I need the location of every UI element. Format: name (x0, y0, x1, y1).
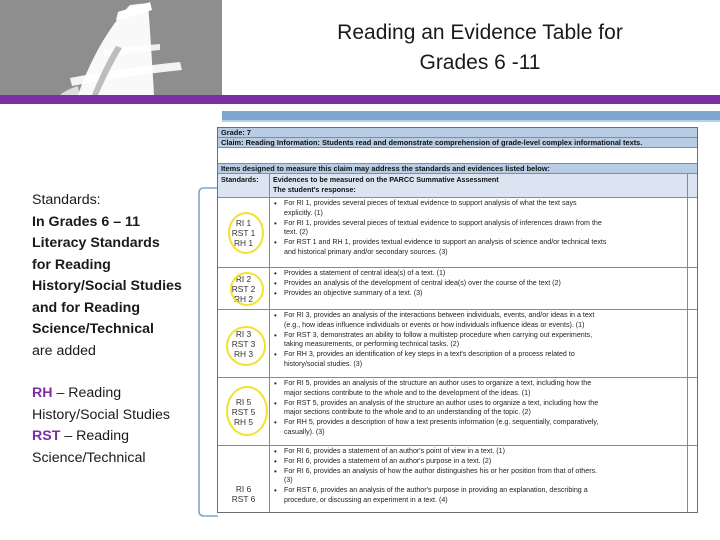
evidence-bullet (284, 199, 687, 219)
evidence-bullet (284, 350, 687, 370)
evidence-text: major sections contribute to the whole and to an understanding of the topic. (2) (284, 408, 531, 417)
table-grade: Grade: 7 (218, 128, 697, 138)
evidence-bullet (284, 311, 687, 331)
evidence-text: explicitly. (1) (284, 208, 323, 217)
evidence-cell (270, 198, 688, 267)
evidence-text: • For RI 1, provides several pieces of textual evidence to support analysis of what the text says (284, 199, 577, 207)
standard-code: RI 1 (235, 218, 252, 228)
highlight-circle (226, 326, 266, 366)
standards-line: Science/Technical (32, 321, 154, 337)
rst-term: RST (32, 428, 61, 444)
brush-a-logo-icon (0, 0, 222, 95)
table-row (218, 198, 697, 268)
standards-line: In Grades 6 – 11 (32, 213, 141, 230)
standards-line: Standards: (32, 192, 101, 208)
table-row (218, 268, 697, 310)
highlight-circle (226, 386, 268, 436)
slide-title-line-2: Grades 6 -11 (419, 51, 541, 74)
slide-title-line-1: Reading an Evidence Table for (337, 21, 623, 44)
standards-line: and for Reading (32, 299, 140, 316)
blue-accent-line (222, 120, 720, 122)
evidence-text: • Provides a statement of central idea(s) of a text. (1) (284, 269, 446, 277)
evidence-bullet (284, 331, 687, 351)
standards-explanation (32, 190, 204, 469)
column-header-evidence: Evidences to be measured on the PARCC Summative Assessment The student's response: (270, 174, 688, 198)
evidence-text: • For RH 5, provides a description of how a text presents information (e.g. sequentially, comparatively, (284, 418, 599, 427)
evidence-bullet (284, 486, 687, 506)
table-spacer-row (218, 148, 697, 164)
standards-cell (218, 446, 270, 513)
standard-code: RST 5 (231, 407, 256, 417)
evidence-text: casually). (3) (284, 427, 325, 436)
evidence-text: • For RST 6, provides an analysis of the author's purpose in providing an explanation, describing a (284, 486, 588, 495)
evidence-cell (270, 310, 688, 377)
abbreviation-key (32, 383, 204, 469)
table-row (218, 378, 697, 446)
evidence-bullet (284, 289, 687, 299)
evidence-text: history/social studies. (3) (284, 359, 363, 368)
evidence-text: • For RST 1 and RH 1, provides textual evidence to support an analysis of science and/or technical texts (284, 238, 607, 247)
evidence-text: • Provides an objective summary of a text. (3) (284, 288, 423, 297)
evidence-text: • For RI 6, provides an analysis of how the author distinguishes his or her position from that of others. (284, 466, 598, 475)
evidence-text: • For RST 3, demonstrates an ability to follow a multistep procedure when carrying out experiments, (284, 330, 593, 339)
rh-term: RH (32, 385, 53, 401)
standard-code: RH 1 (233, 238, 254, 248)
table-claim: Claim: Reading Information: Students read and demonstrate comprehension of grade-level complex informational texts. (218, 138, 697, 148)
standards-line: Literacy Standards (32, 235, 160, 251)
slide-title (240, 18, 720, 78)
standard-code: RST 1 (231, 228, 256, 238)
standard-code: RI 2 (235, 274, 252, 284)
evidence-bullet (284, 219, 687, 239)
standard-code: RST 6 (231, 494, 256, 504)
standards-line: for Reading (32, 256, 111, 273)
evidence-bullet (284, 457, 687, 467)
column-header-standards: Standards: (218, 174, 270, 198)
highlight-circle (230, 272, 264, 306)
evidence-bullet (284, 467, 687, 487)
table-items-header: Items designed to measure this claim may address the standards and evidences listed below: (218, 164, 697, 174)
rst-key-line-2: Science/Technical (32, 449, 146, 466)
rh-key-line-1: RH – Reading (32, 385, 122, 401)
rh-key-line-2: History/Social Studies (32, 406, 170, 423)
logo (0, 0, 222, 95)
evidence-text: procedure, or discussing an experiment in a text. (4) (284, 495, 448, 504)
evidence-text: • For RI 5, provides an analysis of the structure an author uses to organize a text, including how the (284, 379, 592, 387)
blue-accent-band (222, 111, 720, 120)
evidence-cell (270, 268, 688, 309)
standards-line: are added (32, 342, 96, 359)
standard-code: RST 2 (231, 284, 256, 294)
standard-code: RI 6 (235, 484, 252, 494)
evidence-bullet (284, 269, 687, 279)
evidence-text: and historical primary and/or secondary sources. (3) (284, 247, 448, 256)
evidence-cell (270, 378, 688, 445)
purple-divider-band (0, 95, 720, 104)
evidence-text: • For RH 3, provides an identification of key steps in a text's description of a process related to (284, 350, 575, 359)
evidence-text: • For RI 6, provides a statement of an author's point of view in a text. (1) (284, 447, 505, 455)
evidence-bullet (284, 447, 687, 457)
standard-code: RH 3 (233, 349, 254, 359)
column-header-blank (688, 174, 697, 198)
rst-key-line-1: RST – Reading (32, 428, 129, 444)
standards-paragraph (32, 190, 204, 362)
evidence-bullet (284, 238, 687, 258)
evidence-bullet (284, 418, 687, 438)
table-row (218, 310, 697, 378)
standards-line: History/Social Studies (32, 278, 182, 294)
evidence-text: • For RI 1, provides several pieces of textual evidence to support analysis of inferences drawn from the (284, 218, 602, 227)
evidence-bullet (284, 279, 687, 289)
evidence-text: • Provides an analysis of the development of central idea(s) over the course of the text (2) (284, 278, 561, 287)
standard-code: RH 5 (233, 417, 254, 427)
evidence-text: text. (2) (284, 228, 309, 237)
evidence-text: major sections contribute to the whole and to the development of the ideas. (1) (284, 388, 531, 397)
evidence-bullet (284, 399, 687, 419)
standard-code: RH 2 (233, 294, 254, 304)
evidence-text: • For RI 6, provides a statement of an author's purpose in a text. (2) (284, 456, 492, 465)
table-row (218, 446, 697, 513)
evidence-text: (e.g., how ideas influence individuals or events or how individuals influence ideas or events). (1) (284, 320, 585, 329)
standard-code: RST 3 (231, 339, 256, 349)
evidence-text: taking measurements, or performing technical tasks. (2) (284, 340, 460, 349)
evidence-text: (3) (284, 476, 293, 485)
evidence-table (217, 127, 698, 513)
evidence-bullet (284, 379, 687, 399)
evidence-text: • For RI 3, provides an analysis of the interactions between individuals, events, and/or ideas in a text (284, 311, 595, 319)
standard-code: RI 3 (235, 329, 252, 339)
highlight-circle (228, 212, 264, 254)
evidence-cell (270, 446, 688, 513)
evidence-text: • For RST 5, provides an analysis of the structure an author uses to organize a text, including how the (284, 398, 599, 407)
standard-code: RI 5 (235, 397, 252, 407)
